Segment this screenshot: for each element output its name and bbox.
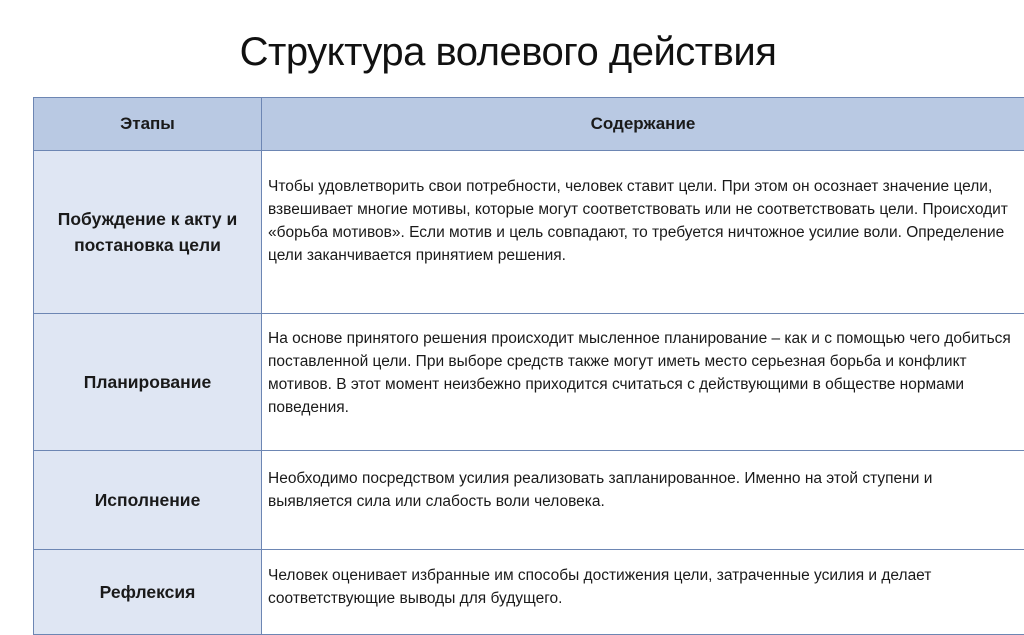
will-action-structure-table bbox=[33, 97, 1024, 635]
header-stages: Этапы bbox=[34, 98, 262, 151]
header-content: Содержание bbox=[262, 98, 1024, 151]
content-cell: Человек оценивает избранные им способы достижения цели, затраченные усилия и делает соответствующие выводы для будущего. bbox=[262, 550, 1024, 635]
table-row bbox=[34, 451, 1024, 550]
content-cell: Чтобы удовлетворить свои потребности, человек ставит цели. При этом он осознает значение цели, взвешивает многие мотивы, которые могут соответствовать или не соответствовать цели. Происходит «борьба мотивов». Если мотив и цель совпадают, то требуется ничтожное усилие воли. Определение цели заканчивается принятием решения. bbox=[262, 151, 1024, 314]
stage-cell: Планирование bbox=[34, 314, 262, 451]
stage-cell: Рефлексия bbox=[34, 550, 262, 635]
table-header-row bbox=[34, 98, 1024, 151]
stage-cell: Побуждение к акту и постановка цели bbox=[34, 151, 262, 314]
slide-title: Структура волевого действия bbox=[0, 30, 1016, 75]
content-cell: На основе принятого решения происходит мысленное планирование – как и с помощью чего добиться поставленной цели. При выборе средств также могут иметь место серьезная борьба и конфликт мотивов. В этот момент неизбежно приходится считаться с действующими в обществе нормами поведения. bbox=[262, 314, 1024, 451]
table-row bbox=[34, 314, 1024, 451]
table-row bbox=[34, 550, 1024, 635]
content-cell: Необходимо посредством усилия реализовать запланированное. Именно на этой ступени и выявляется сила или слабость воли человека. bbox=[262, 451, 1024, 550]
table-row bbox=[34, 151, 1024, 314]
stage-cell: Исполнение bbox=[34, 451, 262, 550]
